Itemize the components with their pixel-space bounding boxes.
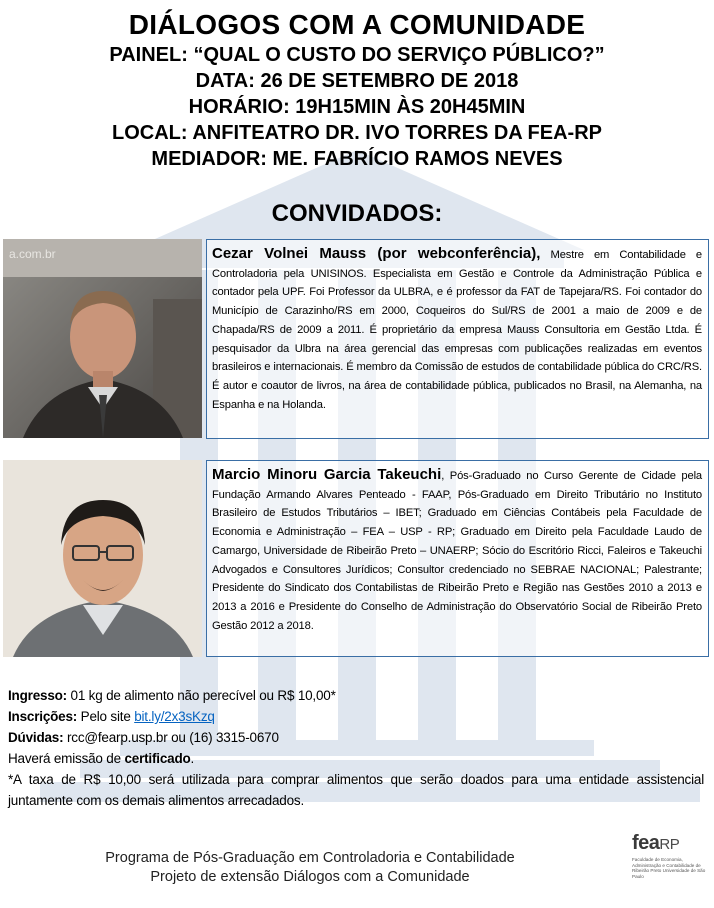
- certificate-suffix: .: [190, 751, 195, 766]
- certificate-line: [8, 748, 704, 769]
- mediator-line: MEDIADOR: ME. FABRÍCIO RAMOS NEVES: [151, 148, 563, 170]
- footer-line-1: Programa de Pós-Graduação em Controladoria e Contabilidade: [105, 850, 515, 866]
- date-line: DATA: 26 DE SETEMBRO DE 2018: [195, 70, 519, 92]
- inscricoes-line: [8, 706, 704, 727]
- guest-bio-text-2: , Pós-Graduado no Curso Gerente de Cidade pela Fundação Armando Alvares Penteado - FAAP, Pós-Graduado em Direito Tributário no Instituto Brasileiro de Estudos Tributários – IBET; Graduado em Ciências Contábeis pela Faculdade de Economia e Administração – FEA – USP - RP; Graduado em Direito pela Faculdade Laudo de Camargo, Universidade de Ribeirão Preto – UNAERP; Sócio do Escritório Ricci, Faleiros e Takeuchi Advogados e Consultores Jurídicos; Consultor credenciado no SEBRAE NACIONAL; Palestrante; Presidente do Sindicato dos Contabilistas de Ribeirão Preto e Região nas Gestões 2010 a 2013 e 2013 a 2016 e Presidente do Conselho de Administração do Observatório Social de Ribeirão Preto Gestão 2012 a 2018.: [212, 470, 702, 632]
- guests-heading: CONVIDADOS:: [271, 200, 443, 227]
- fea-rp-logo: [632, 832, 708, 904]
- ingresso-label: Ingresso:: [8, 688, 67, 703]
- guest-card-1: [3, 239, 709, 439]
- guest-card-2: [3, 460, 709, 657]
- event-info: [8, 685, 704, 811]
- guest-photo-2: [3, 460, 202, 657]
- guest-bio-1: [206, 239, 709, 439]
- logo-mark-suffix: RP: [659, 836, 680, 853]
- inscricoes-value: Pelo site: [77, 709, 135, 724]
- guest-bio-2: [206, 460, 709, 657]
- guest-bio-text-1: Mestre em Contabilidade e Controladoria pela UNISINOS. Especialista em Gestão e Controle da Administração Pública e contador pela UPF. Foi Professor da ULBRA, e é professor da FAT de Tapejara/RS. Foi contador do Município de Carazinho/RS em 2000, Coqueiros do Sul/RS de 2001 a maio de 2009 e de Chapada/RS de 2009 a 2011. É proprietário da empresa Mauss Consultoria em Gestão Ltda. É pesquisador da Ulbra na área gerencial das empresas com publicações realizadas em eventos brasileiros e internacionais. É membro da Comissão de estudos de contabilidade pública do CRC/RS. É autor e coautor de livros, na área de contabilidade pública, publicados no Brasil, na Alemanha, na Espanha e na Holanda.: [212, 249, 702, 411]
- inscricoes-label: Inscrições:: [8, 709, 78, 724]
- registration-link[interactable]: bit.ly/2x3sKzq: [134, 709, 215, 724]
- painel-line: PAINEL: “QUAL O CUSTO DO SERVIÇO PÚBLICO?”: [109, 44, 605, 66]
- time-line: HORÁRIO: 19H15MIN ÀS 20H45MIN: [188, 96, 526, 118]
- certificate-prefix: Haverá emissão de: [8, 751, 125, 766]
- guest-photo-1: [3, 239, 202, 438]
- certificate-bold: certificado: [124, 751, 191, 766]
- ingresso-value: 01 kg de alimento não perecível ou R$ 10,00*: [66, 688, 336, 703]
- duvidas-value: rcc@fearp.usp.br ou (16) 3315-0670: [63, 730, 279, 745]
- duvidas-label: Dúvidas:: [8, 730, 64, 745]
- photo-watermark-text: a.com.br: [9, 247, 56, 261]
- ingresso-line: [8, 685, 704, 706]
- guest-name-1: Cezar Volnei Mauss (por webconferência),: [212, 245, 541, 262]
- footer-line-2: Projeto de extensão Diálogos com a Comunidade: [150, 869, 470, 885]
- fee-note: *A taxa de R$ 10,00 será utilizada para comprar alimentos que serão doados para uma entidade assistencial juntamente com os demais alimentos arrecadados.: [8, 772, 704, 808]
- event-header: [0, 8, 714, 172]
- footer: [0, 849, 620, 887]
- logo-mark: fea: [632, 832, 660, 854]
- duvidas-line: [8, 727, 704, 748]
- logo-small-text: Faculdade de Economia, Administração e Contabilidade de Ribeirão Preto Universidade de São Paulo: [632, 857, 706, 879]
- location-line: LOCAL: ANFITEATRO DR. IVO TORRES DA FEA-RP: [112, 122, 602, 144]
- event-title: DIÁLOGOS COM A COMUNIDADE: [128, 9, 586, 40]
- guest-name-2: Marcio Minoru Garcia Takeuchi: [212, 466, 442, 483]
